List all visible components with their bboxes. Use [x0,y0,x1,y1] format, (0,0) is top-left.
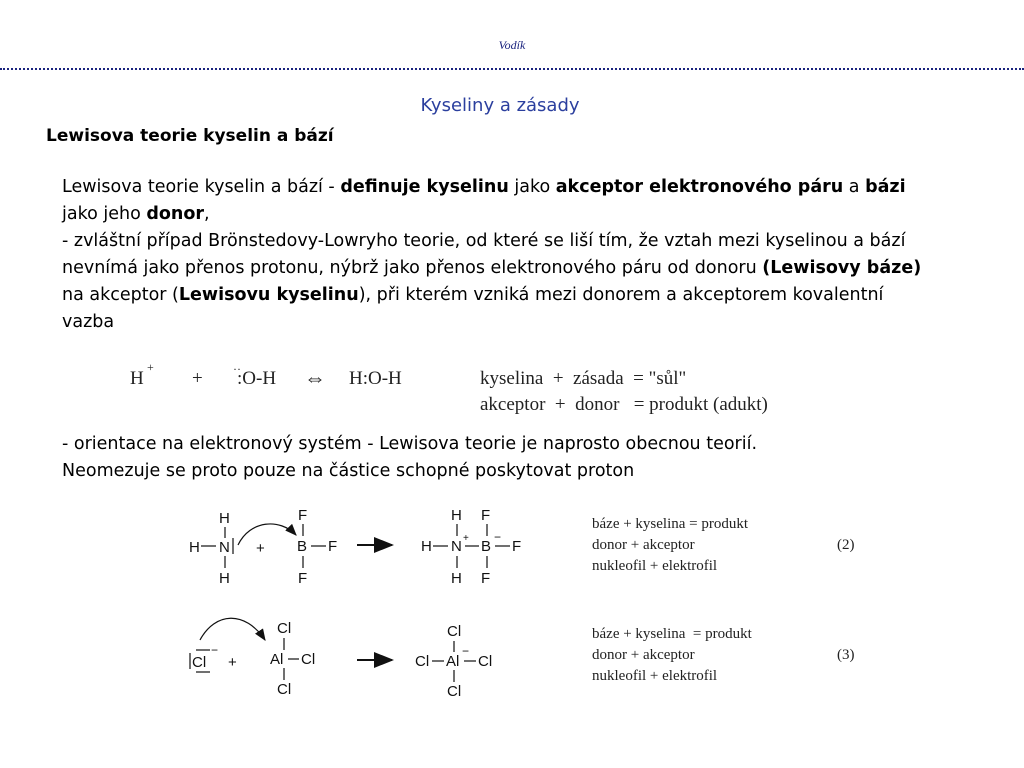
p1-bold-donor: donor [146,204,205,224]
r2-text-1: báze + kyselina = produkt [592,516,749,532]
p1-text: jako jeho [62,204,147,224]
r2p-f-right: F [512,538,522,555]
p1-bold-definuje: definuje kyselinu [340,177,509,197]
p2-line-1: - orientace na elektronový systém - Lewisova teorie je naprosto obecnou teorií. [62,434,758,454]
p1-text: , [204,204,210,224]
r2p-h-top: H [451,507,462,524]
r2p-n-charge: + [463,533,469,544]
eq1-line-2: akceptor + donor = produkt (adukt) [480,394,768,415]
r2p-b-charge: − [494,530,502,544]
p1-bold-lewisovy-baze: (Lewisovy báze) [762,258,922,278]
r2p-b: B [481,538,492,555]
r2p-n: N [451,538,462,555]
r2-n: N [219,539,230,556]
r2-h-left: H [189,539,200,556]
p1-bold-bazi: bázi [865,177,906,197]
p1-bold-akceptor: akceptor elektronového páru [555,177,844,197]
r2-text-3: nukleofil + elektrofil [592,558,718,574]
r3-text-2: donor + akceptor [592,647,695,663]
r2p-h-bottom: H [451,570,462,587]
p1-text: jako [508,177,556,197]
eq1-lone-pair: ·· [233,362,241,376]
eq1-equilibrium-arrow: ⇔ [304,365,326,390]
r2-number: (2) [837,537,855,553]
r2-text-2: donor + akceptor [592,537,695,553]
r2-h-top: H [219,510,230,527]
p1-text: Lewisova teorie kyselin a bází - [62,177,341,197]
r3p-cl-left: Cl [415,653,430,670]
eq1-line-1: kyselina + zásada = "sůl" [480,368,687,389]
r2-plus: + [256,540,265,557]
r3-text-1: báze + kyselina = produkt [592,626,752,642]
eq1-h-charge: + [147,360,154,374]
r2-f-right: F [328,538,338,555]
r3-chloride-charge: − [211,643,219,657]
r3-text-3: nukleofil + elektrofil [592,668,718,684]
r3p-al-charge: − [462,644,470,658]
p1-bold-lewisovu-kyselinu: Lewisovu kyselinu [178,285,359,305]
r3p-al: Al [446,653,460,670]
r2p-f-bottom: F [481,570,491,587]
eq1-h: H [130,368,144,389]
r3-cl-right: Cl [301,651,316,668]
eq1-plus: + [192,368,203,389]
p1-text: na akceptor ( [62,285,179,305]
r3-chloride: Cl [192,654,207,671]
r3p-cl-right: Cl [478,653,493,670]
r3-plus: + [228,654,237,671]
r3-number: (3) [837,647,855,663]
p1-text: ), při kterém vzniká mezi donorem a akceptorem kovalentní vazba [62,285,884,332]
r3-cl-top: Cl [277,620,292,637]
r2p-f-top: F [481,507,491,524]
r2-f-top: F [298,507,308,524]
r3p-cl-bottom: Cl [447,683,462,700]
eq1-hydroxide: :O-H [237,368,277,389]
p2-line-2: Neomezuje se proto pouze na částice schopné poskytovat proton [62,461,635,481]
r2-f-bottom: F [298,570,308,587]
header: Vodík [498,38,526,52]
r3p-cl-top: Cl [447,623,462,640]
slide-subtitle: Lewisova teorie kyselin a bází [46,126,334,146]
p1-text: - zvláštní případ Brönstedovy-Lowryho teorie, od které se liší tím, že vztah mezi kyselinou a bází nevnímá jako přenos protonu, nýbrž jako přenos elektronového páru od donoru [62,231,906,278]
p1-text: a [843,177,866,197]
r3-cl-bottom: Cl [277,681,292,698]
r2-h-bottom: H [219,570,230,587]
slide-title: Kyseliny a zásady [420,95,580,116]
r2p-h-left: H [421,538,432,555]
eq1-water: H:O-H [349,368,402,389]
r3-al: Al [270,651,284,668]
r2-b: B [297,538,308,555]
